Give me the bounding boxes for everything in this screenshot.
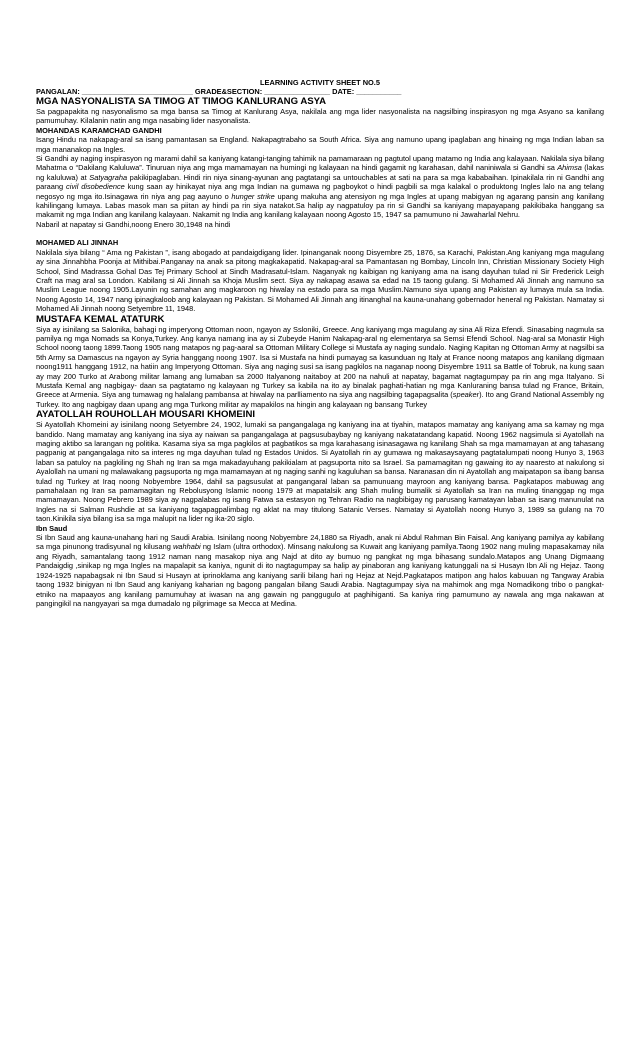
ataturk-heading: MUSTAFA KEMAL ATATURK xyxy=(36,313,165,325)
ibn-saud-heading: Ibn Saud xyxy=(36,523,68,533)
text-run: Siya ay isinilang sa Salonika, bahagi ng imperyong Ottoman noon, ngayon ay Ssloniki, Greece. Ang kaniyang mga magulang ay sina Ali Riza Efendi. Sinasabing nagmula sa pamilya ng mga Nomads sa Konya,Turkey. Ang kanya namang ina ay si Zubeyde Hanim Nakapag-aral ng elementarya sa Semsi Efendi School. Nag-aral sa Monastir High School noong taong 1899.Taong 1905 nang matapos ng pag-aaral sa Ottoman Military College si Mustafa ay naging sundalo. Naging Kapitan ng Ottoman Army at nagsilbi sa 5th Army sa Damascus na ngayon ay Syria hanggang noong 1907. Isa si Mustafa na hindi pumayag sa kasunduan ng Italy at France noong matapos ang kanilang digmaan noong1911 hanggang 1912, na hatiin ang Imperyong Ottoman. Siya ang naging susi sa isang pagkilos na naganap noong Disyembre 1911 sa Battle of Tobruk, na kung saan ay may 200 Turko at Arabong militar lamang ang lumaban sa 2000 Italyanong naitaboy at 200 na nahuli at napatay, bagamat nagtagumpay pa rin ang mga Italyano. Si Mustafa Kemal ang nagbigay- daan sa pagtatamo ng kalayaan ng Turkey sa kabila na ito ay binalak paghati-hatian ng mga Kanluraning bansa tulad ng France, Britain, Greece at Armenia. Siya ang tumawag ng halalang pambansa at hiwalay na parlliamento na siya ang nagsilbing tagapagsalita ( xyxy=(36,324,604,400)
khomeini-heading: AYATOLLAH ROUHOLLAH MOUSARI KHOMEINI xyxy=(36,409,256,421)
speaker-term: speaker xyxy=(452,390,480,400)
main-heading: MGA NASYONALISTA SA TIMOG AT TIMOG KANLURANG ASYA xyxy=(36,96,327,107)
text-run: upang makuha ang atensiyon ng mga Ingles at upang mabigyan ng agarang pansin ang kanilang kahilingang lumaya. Labas masok man sa piitan ay hindi pa rin siya natakot.Sa halip ay nagpatuloy pa rin si Gandhi sa kaniyang mapayapang pakikibaka hanggang sa makamit ng mga Indian ang kanilang kalayaan. Nakamit ng India ang kanilang kalayaan noong Agosto 15, 1947 sa pamumuno ni Jawaharlal Nehru. xyxy=(36,191,604,220)
date-field[interactable]: DATE: ___________ xyxy=(332,87,402,96)
text-run: pakikipaglaban. Hindi rin niya sinang-ayunan ang pagtatangi sa untouchables at sati na para sa mga kababaihan. Ipinakilala rin ni Gandhi ang paraang xyxy=(36,172,605,192)
jinnah-paragraph: Nakilala siya bilang “ Ama ng Pakistan ”, isang abogado at pandaigdigang lider. Ipinanganak noong Disyembre 25, 1876, sa Karachi, Pakistan.Ang kaniyang mga magulang ay sina Jinnahbha Poonja at Mithibai.Panganay na anak sa pitong magkakapatid. Nakapag-aral sa Pamantasan ng Bombay, Lincoln Inn, Christian Missionary Society High School, Sind Madrassa Gohal Das Tej Primary School at Sindh Madrasatul-Islam. Naganyak ng kaibigan ng kaniyang ama na isang dayuhan tulad ni Sir Frederick Leigh Craft na mag aral sa London. Kabilang si Ali Jinnah sa Khoja Muslim sect. Siya ay nakapag asawa sa edad na 15 taong gulang. Si Mohamed Ali Jinnah ang namuno sa Muslim League noong 1905.Layunin ng samahan ang magkaroon ng hiwalay na estado para sa mga Muslim.Namuno siya upang ang Pakistan ay lumaya mula sa India. Noong Agosto 14, 1947 nang ipinagkaloob ang kalayaan ng Pakistan. Si Mohamed Ali Jinnah ang itinanghal na kauna-unahang gobernador heneral ng Pakistan. Namatay si Mohamed Ali Jinnah noong Setyembre 11, 1948. xyxy=(36,247,604,314)
wahhabi-term: wahhabi xyxy=(173,542,201,552)
grade-section-field[interactable]: GRADE&SECTION: ________________ xyxy=(194,87,331,96)
sheet-title: LEARNING ACTIVITY SHEET NO.5 xyxy=(260,78,380,87)
hunger-strike-term: hunger strike xyxy=(231,191,275,201)
section-spacer xyxy=(36,229,604,238)
civil-disobedience-term: civil disobedience xyxy=(66,182,125,192)
gandhi-paragraph-3: Nabaril at napatay si Gandhi,noong Enero 30,1948 na hindi xyxy=(36,219,231,229)
text-run: ). Ito ang Grand National Assembly ng Turkey. Ito ang nagbigay daan upang ang mga Turkong militar ay mapakilos na hingin ang kalayaan ng bansang Turkey xyxy=(36,390,604,409)
student-fields xyxy=(36,87,604,96)
satyagraha-term: Satyagraha xyxy=(89,172,128,182)
gandhi-paragraph-2 xyxy=(36,154,604,220)
jinnah-heading: MOHAMED ALI JINNAH xyxy=(36,238,119,248)
text-run: Si Ibn Saud ang kauna-unahang hari ng Saudi Arabia. Isinilang noong Nobyembre 24,1880 sa Riyadh, anak ni Abdul Rahman Bin Faisal. Ang kaniyang pamilya ay kabilang sa mga pinunong tradisyunal ng kilusang xyxy=(36,533,604,552)
ahimsa-term: Ahimsa xyxy=(557,163,582,173)
learning-activity-sheet xyxy=(36,78,604,608)
khomeini-paragraph: Si Ayatollah Khomeini ay isinilang noong Setyembre 24, 1902, lumaki sa pangangalaga ng kaniyang ina at tiyahin, matapos mamatay ang kaniyang ama sa kamay ng mga bandido. Nang mamatay ang kaniyang ina siya ay naiwan sa pangangalaga at pagsusubaybay ng kaniyang nakatatandang kapatid. Noong 1962 nagsimula si Ayatollah na maging aktibo sa larangan ng politika. Kasama siya sa mga pagkilos at pagbatikos sa mga karahasang isinasagawa ng kanilang Shah sa mga mamamayan at ang tahasang pagpanig at pangangalaga nito sa interes ng mga dayuhan tulad ng Estados Unidos. Si Ayatollah rin ay gumawa ng makasaysayang pagtatalumpati noong Hunyo 3, 1963 laban sa patuloy na pagkiling ng Shah ng Iran sa mga makadayuhang pakikialam at pagsuporta nito sa Israel. Sa pamamagitan ng gawaing ito ay naaresto at nakulong si Ayalollah na umani ng malawakang pagsuporta ng mga mamamayan at ng naging sanhi ng kaguluhan sa bansa. Naranasan din ni Ayatollah ang maipatapon sa ibang bansa tulad ng Turkey at Iraq noong Nobyembre 1964, dahil sa pagsusulat at pangangaral laban sa pamunuang mayroon ang kaniyang bansa. Pagkatapos mabuwag ang pamahalaan ng Iran sa pamamagitan ng Rebolusyong Islamic noong 1979 at mapatalsik ang Shah muling bumalik si Ayatollah sa Iran na muling tinanggap ng mga mamamayan. Noong Pebrero 1989 siya ay nagpalabas ng isang Fatwa sa estasyon ng Tehran Radio na nagbibigay ng parusang kamatayan laban sa isang manunulat na Ingles na si Salman Rushdie at sa kaniyang tagapagpalimbag ng aklat na may titulong Satanic Verses. Namatay si Ayatollah noong Hunyo 3, 1989 sa gulang na 70 taon.Kinikila siya bilang isa sa mga malupit na lider ng ika-20 siglo. xyxy=(36,420,604,524)
ataturk-paragraph xyxy=(36,325,604,410)
text-run: Si Gandhi ay naging inspirasyon ng marami dahil sa kaniyang katangi-tanging tahimik na pamamaraan ng pagtutol upang matamo ng India ang kalayaan. Nakilala siya bilang Mahatma o “Dakilang Kaluluwa”. Tinuruan niya ang mga mamamayan na humingi ng kalayaan na hindi gagamit ng karahasan, dahil naniniwala si Gandhi sa xyxy=(36,154,604,173)
intro-paragraph: Sa pagpapakita ng nasyonalismo sa mga bansa sa Timog at Kanlurang Asya, nakilala ang mga lider nasyonalista na nagsilbing inspirasyon ng mga Asyano sa kanilang pamumuhay. Kilalanin natin ang mga nasabing lider nasyonalista. xyxy=(36,107,604,126)
text-run: (lakas ng kaluluwa) at xyxy=(36,163,604,182)
gandhi-paragraph-1: Isang Hindu na nakapag-aral sa isang pamantasan sa England. Nakapagtrabaho sa South Africa. Siya ang namuno upang ipaglaban ang hinaing ng mga Indian laban sa mga mananakop na Ingles. xyxy=(36,135,604,154)
text-run: ng Islam (ultra orthodox). Minsang nakulong sa Kuwait ang kaniyang pamilya.Taong 1902 nang muling mapasakamay nila ang Riyadh, samantalang taong 1912 naman nang masakop niya ang Najd at dito ay bumuo ng pangkat ng mga bihasang sundalo.Matapos ang Unang Digmaang Pandaigdig ,sinikap ng mga Ingles na mapalapit sa kaniya, ngunit di ito nagtagumpay sa halip ay pinaboran ang kaniyang katunggali na si Husayn Ibn Ali ng Hejaz. Taong 1924-1925 napabagsak ni Ibn Saud si Husayn at iprinoklama ang kaniyang sarili bilang hari ng Hejaz at Nejd.Pagkatapos matipon ang halos kabuuan ng Tangway Arabia taong 1932 binigyan ni Ibn Saud ang kaniyang kaharian ng bagong pangalan bilang Saudi Arabia. Nagtagumpay siya na mahimok ang mga Nomadikong tribo o pangkat- etniko na mapaayos ang kanilang pamumuhay at iwasan na ang gawain ng panggugulo at paghihiganti. Sa kaniya ring pamumuno ay nawala ang mga nakawan at pangingikil na nangyayari sa mga dumadalo ng pilgrimage sa Mecca at Medina. xyxy=(36,542,604,608)
pangalan-field[interactable]: PANGALAN: ___________________________ xyxy=(36,87,193,96)
text-run: kung saan ay hinikayat niya ang mga Indian na gumawa ng pagboykot o hindi pagbili sa mga kalakal o produktong Ingles lalo na ang telang negosyo ng mga ito.Isinagawa rin niya ang pag aayuno o xyxy=(36,182,604,201)
gandhi-heading: MOHANDAS KARAMCHAD GANDHI xyxy=(36,125,162,135)
ibn-saud-paragraph xyxy=(36,533,604,608)
